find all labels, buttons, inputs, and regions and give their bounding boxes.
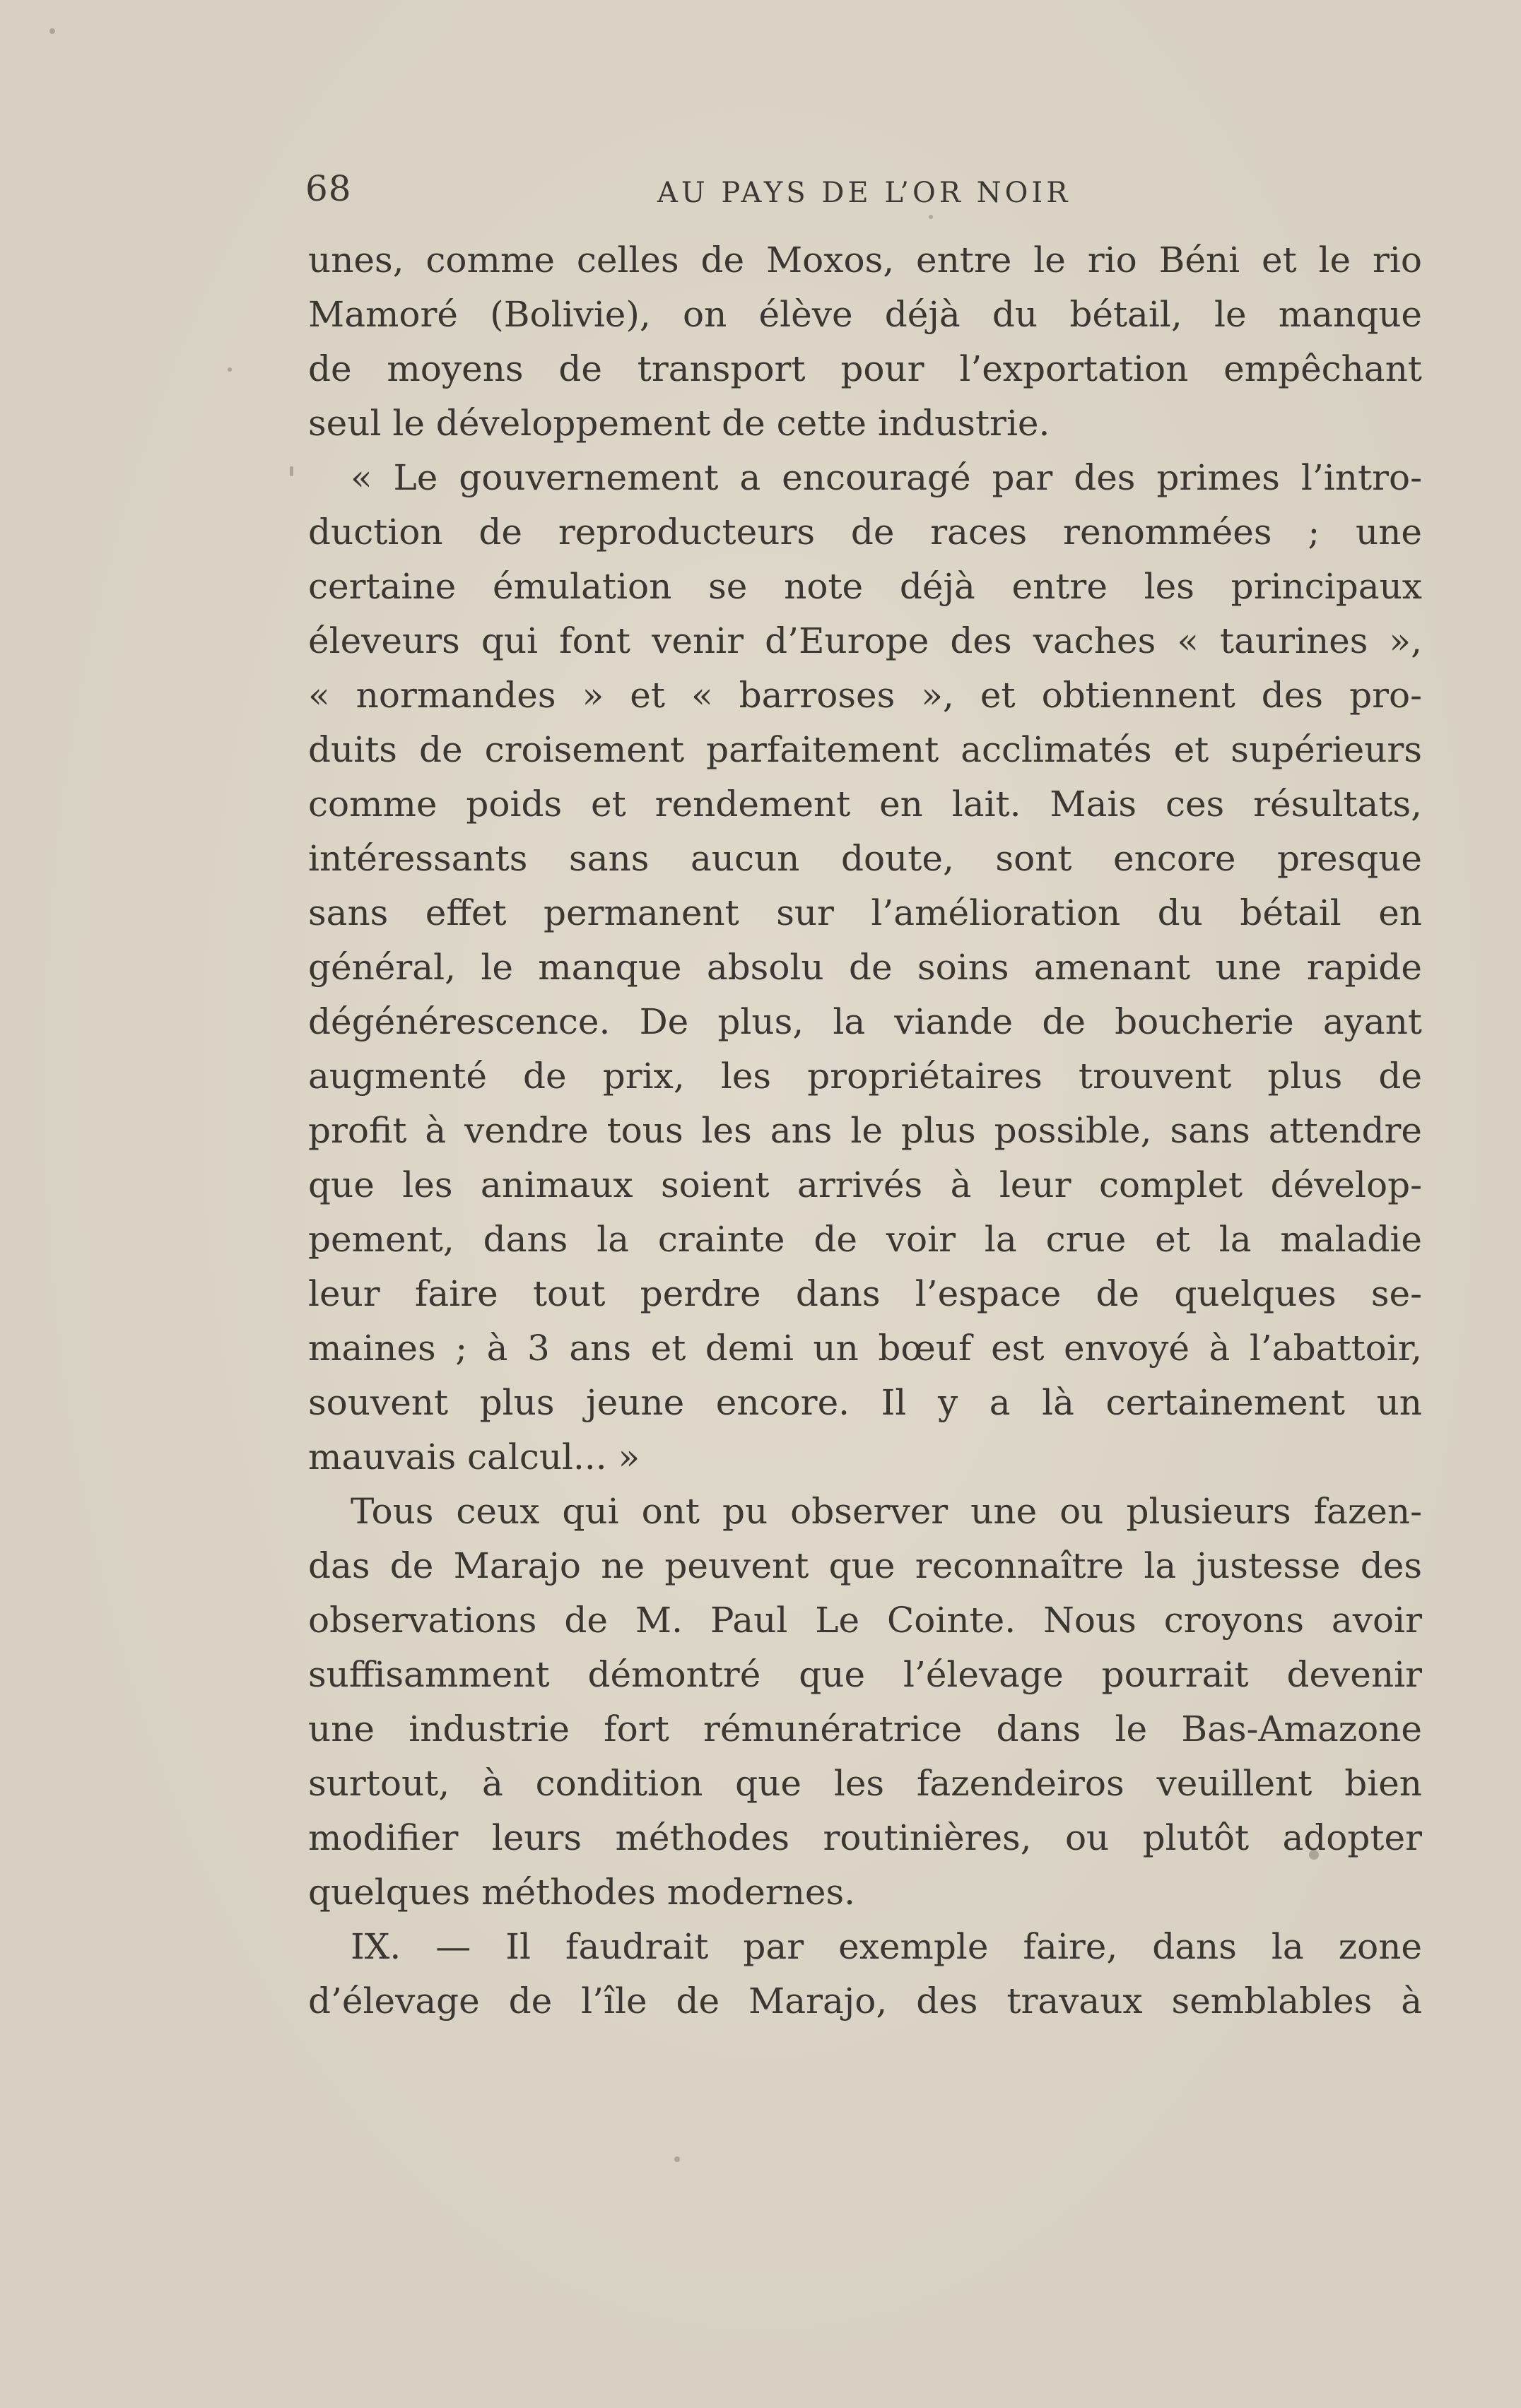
text-line: seul le développement de cette industrie. xyxy=(308,403,1050,444)
text-line: observations de M. Paul Le Cointe. Nous croyons avoir xyxy=(308,1600,1422,1641)
page-number: 68 xyxy=(305,168,352,209)
text-line: une industrie fort rémunératrice dans le Bas-Amazone xyxy=(308,1708,1422,1749)
text-line: augmenté de prix, les propriétaires trouvent plus de xyxy=(308,1056,1422,1097)
text-line: profit à vendre tous les ans le plus possible, sans attendre xyxy=(308,1110,1422,1151)
text-line: « normandes » et « barroses », et obtiennent des pro- xyxy=(308,675,1422,716)
text-line: dégénérescence. De plus, la viande de boucherie ayant xyxy=(308,1001,1422,1042)
text-line: leur faire tout perdre dans l’espace de quelques se- xyxy=(308,1273,1422,1314)
text-line: comme poids et rendement en lait. Mais ces résultats, xyxy=(308,784,1422,825)
text-line: pement, dans la crainte de voir la crue et la maladie xyxy=(308,1219,1422,1260)
text-line: modifier leurs méthodes routinières, ou plutôt adopter xyxy=(308,1817,1422,1858)
running-title: AU PAYS DE L’OR NOIR xyxy=(657,177,1071,209)
page-header xyxy=(305,168,1422,218)
paper-speck xyxy=(929,215,933,219)
text-line: suffisamment démontré que l’élevage pourrait devenir xyxy=(308,1654,1422,1695)
body-text xyxy=(308,233,1422,2029)
text-line: duction de reproducteurs de races renommées ; une xyxy=(308,512,1422,553)
text-line: éleveurs qui font venir d’Europe des vaches « taurines », xyxy=(308,620,1422,661)
text-line: que les animaux soient arrivés à leur complet dévelop- xyxy=(308,1164,1422,1205)
text-line: maines ; à 3 ans et demi un bœuf est envoyé à l’abattoir, xyxy=(308,1328,1422,1369)
text-line: sans effet permanent sur l’amélioration du bétail en xyxy=(308,892,1422,933)
text-line: duits de croisement parfaitement acclimatés et supérieurs xyxy=(308,729,1422,770)
text-line: intéressants sans aucun doute, sont encore presque xyxy=(308,838,1422,879)
text-line: de moyens de transport pour l’exportation empêchant xyxy=(308,348,1422,389)
text-line: souvent plus jeune encore. Il y a là certainement un xyxy=(308,1382,1422,1423)
paper-speck xyxy=(290,466,293,476)
paper-speck xyxy=(1309,1850,1319,1860)
text-line: Mamoré (Bolivie), on élève déjà du bétail, le manque xyxy=(308,294,1422,335)
text-line: « Le gouvernement a encouragé par des primes l’intro- xyxy=(351,457,1422,498)
text-line: d’élevage de l’île de Marajo, des travaux semblables à xyxy=(308,1981,1422,2022)
text-line: surtout, à condition que les fazendeiros veuillent bien xyxy=(308,1763,1422,1804)
text-line: Tous ceux qui ont pu observer une ou plusieurs fazen- xyxy=(351,1491,1422,1532)
text-line: das de Marajo ne peuvent que reconnaître la justesse des xyxy=(308,1545,1422,1586)
paper-speck xyxy=(228,367,232,372)
text-line: mauvais calcul... » xyxy=(308,1436,640,1477)
text-line: unes, comme celles de Moxos, entre le rio Béni et le rio xyxy=(308,240,1422,281)
text-line: IX. — Il faudrait par exemple faire, dans la zone xyxy=(351,1926,1422,1967)
text-line: général, le manque absolu de soins amenant une rapide xyxy=(308,947,1422,988)
paper-speck xyxy=(49,28,55,34)
text-line: quelques méthodes modernes. xyxy=(308,1872,856,1913)
paper-speck xyxy=(674,2156,680,2162)
text-line: certaine émulation se note déjà entre les principaux xyxy=(308,566,1422,607)
